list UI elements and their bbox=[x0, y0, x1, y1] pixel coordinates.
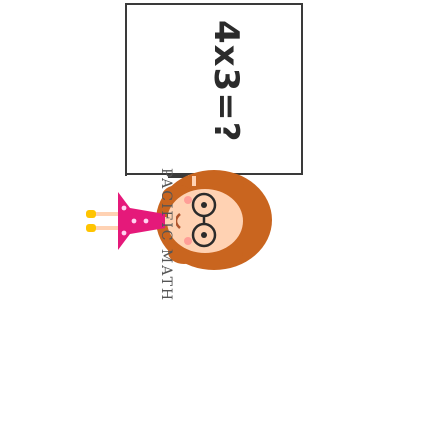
sign-equation: 4x3=? bbox=[206, 20, 246, 143]
girl-face bbox=[167, 189, 243, 253]
girl-shoes bbox=[86, 210, 96, 232]
caption-text: PACIFIC MATH bbox=[158, 168, 174, 303]
